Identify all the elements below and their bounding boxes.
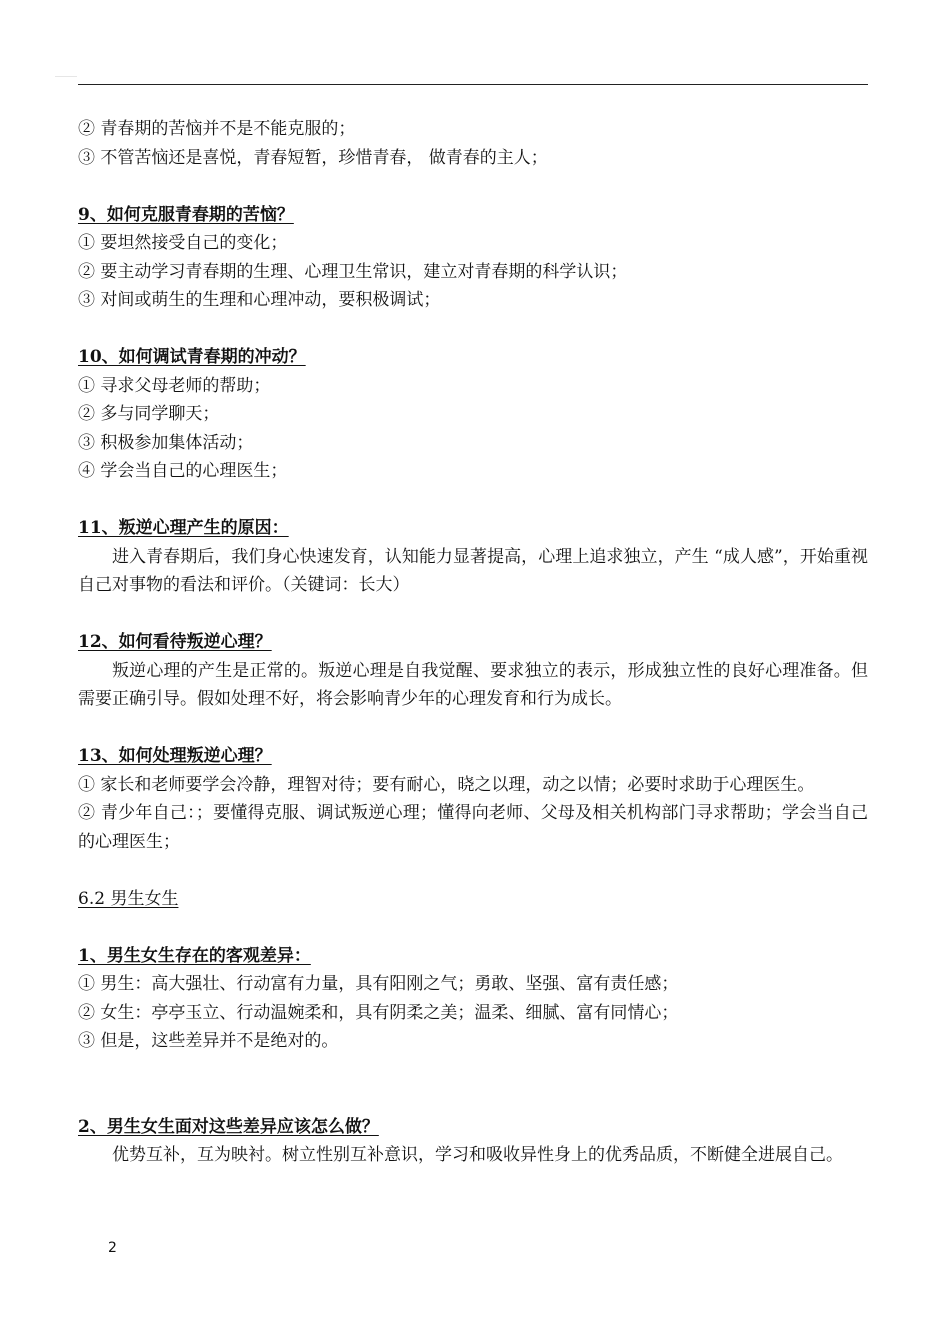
- header-rule: [78, 84, 868, 85]
- list-item: ③ 但是，这些差异并不是绝对的。: [78, 1031, 339, 1051]
- list-item: ③ 对间或萌生的生理和心理冲动，要积极调试；: [78, 290, 441, 310]
- question-heading-s2: 2、男生女生面对这些差异应该怎么做？: [78, 1116, 379, 1137]
- list-item: ① 寻求父母老师的帮助；: [78, 375, 271, 396]
- question-heading-13: 13、如何处理叛逆心理？: [78, 746, 272, 766]
- section-title: 6.2 男生女生: [78, 888, 179, 909]
- list-item: ③ 积极参加集体活动；: [78, 432, 254, 453]
- question-heading-9: 9、如何克服青春期的苦恼？: [78, 204, 294, 225]
- list-item: ② 青少年自己：；要懂得克服、调试叛逆心理；懂得向老师、父母及相关机构部门寻求帮助；学会当自己的心理医生；: [78, 803, 868, 852]
- page-content: [78, 115, 868, 1170]
- question-heading-12: 12、如何看待叛逆心理？: [78, 632, 272, 652]
- answer-paragraph: 进入青春期后，我们身心快速发育，认知能力显著提高，心理上追求独立，产生 “成人感”，开始重视自己对事物的看法和评价。（关键词：长大）: [78, 546, 868, 595]
- question-heading-11: 11、叛逆心理产生的原因：: [78, 518, 289, 538]
- page-number: 2: [108, 1240, 117, 1256]
- question-heading-s1: 1、男生女生存在的客观差异：: [78, 945, 311, 966]
- answer-paragraph: 优势互补，互为映衬。树立性别互补意识，学习和吸收异性身上的优秀品质，不断健全进展自己。: [112, 1145, 843, 1165]
- list-item: ① 要坦然接受自己的变化；: [78, 233, 288, 253]
- list-item: ② 要主动学习青春期的生理、心理卫生常识，建立对青春期的科学认识；: [78, 261, 628, 282]
- answer-paragraph: 叛逆心理的产生是正常的。叛逆心理是自我觉醒、要求独立的表示，形成独立性的良好心理准备。但需要正确引导。假如处理不好，将会影响青少年的心理发育和行为成长。: [78, 660, 868, 709]
- list-item: ③ 不管苦恼还是喜悦，青春短暂，珍惜青春， 做青春的主人；: [78, 147, 548, 168]
- list-item: ② 多与同学聊天；: [78, 404, 220, 424]
- list-item: ② 女生：亭亭玉立、行动温婉柔和，具有阴柔之美；温柔、细腻、富有同情心；: [78, 1002, 679, 1023]
- list-item: ① 男生：高大强壮、行动富有力量，具有阳刚之气；勇敢、坚强、富有责任感；: [78, 974, 679, 994]
- list-item: ① 家长和老师要学会冷静，理智对待；要有耐心，晓之以理，动之以情；必要时求助于心理医生。: [78, 774, 815, 795]
- list-item: ② 青春期的苦恼并不是不能克服的；: [78, 119, 356, 139]
- corner-mark: [55, 76, 77, 77]
- list-item: ④ 学会当自己的心理医生；: [78, 461, 288, 481]
- question-heading-10: 10、如何调试青春期的冲动？: [78, 347, 306, 367]
